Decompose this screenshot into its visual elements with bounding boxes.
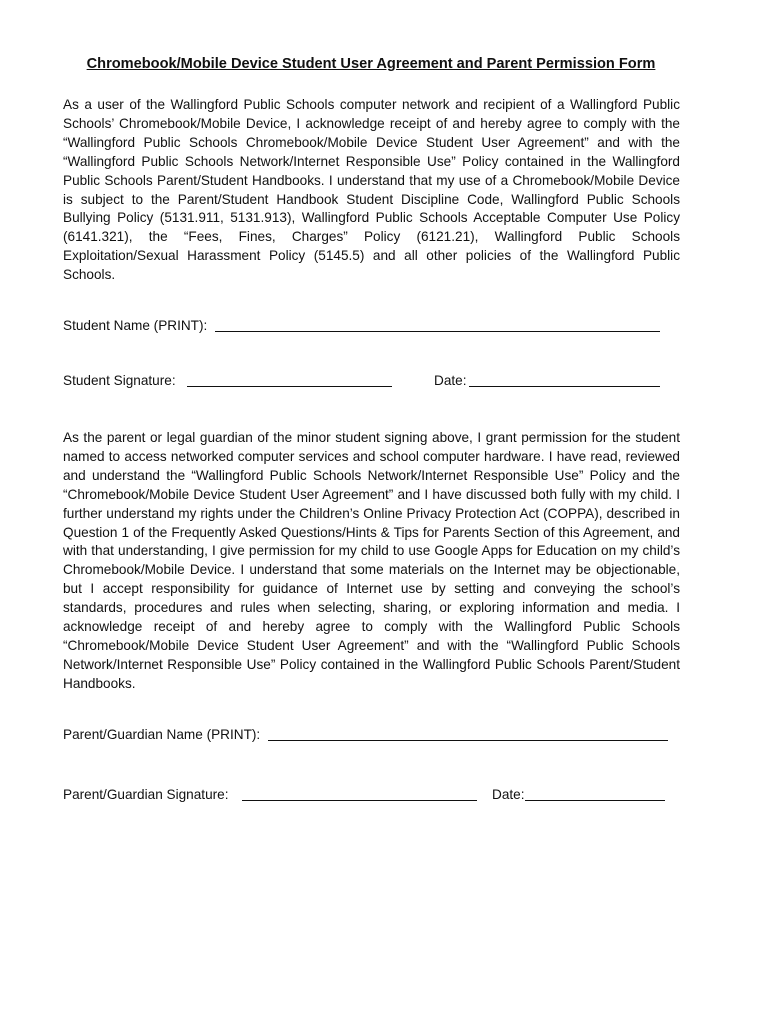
student-name-line[interactable] (215, 331, 660, 332)
student-signature-label: Student Signature: (63, 373, 176, 388)
parent-signature-label: Parent/Guardian Signature: (63, 787, 229, 802)
student-signature-line[interactable] (187, 386, 392, 387)
student-date-label: Date: (434, 373, 467, 388)
student-agreement-paragraph: As a user of the Wallingford Public Schools computer network and recipient of a Wallingford Public Schools’ Chromebook/Mobile Device, I acknowledge receipt of and hereby agree to comply with the “Wallingford Public Schools Chromebook/Mobile Device Student User Agreement” and with the “Wallingford Public Schools Network/Internet Responsible Use” Policy contained in the Wallingford Public Schools Parent/Student Handbooks. I understand that my use of a Chromebook/Mobile Device is subject to the Parent/Student Handbook Student Discipline Code, Wallingford Public Schools Bullying Policy (5131.911, 5131.913), Wallingford Public Schools Acceptable Computer Use Policy (6141.321), the “Fees, Fines, Charges” Policy (6121.21), Wallingford Public Schools Exploitation/Sexual Harassment Policy (5145.5) and all other policies of the Wallingford Public Schools. (63, 97, 680, 283)
student-name-label: Student Name (PRINT): (63, 318, 208, 333)
parent-date-line[interactable] (525, 800, 665, 801)
parent-signature-line[interactable] (242, 800, 477, 801)
form-title: Chromebook/Mobile Device Student User Agreement and Parent Permission Form (86, 56, 656, 72)
student-date-line[interactable] (469, 386, 660, 387)
parent-name-line[interactable] (268, 740, 668, 741)
parent-permission-paragraph: As the parent or legal guardian of the minor student signing above, I grant permission for the student named to access networked computer services and school computer hardware. I have read, reviewed and understand the “Wallingford Public Schools Network/Internet Responsible Use” Policy and the “Chromebook/Mobile Device Student User Agreement” and I have discussed both fully with my child. I further understand my rights under the Children’s Online Privacy Protection Act (COPPA), described in Question 1 of the Frequently Asked Questions/Hints & Tips for Parents Section of this Agreement, and with that understanding, I give permission for my child to use Google Apps for Education on my child’s Chromebook/Mobile Device. I understand that some materials on the Internet may be objectionable, but I accept responsibility for guidance of Internet use by setting and conveying the school’s standards, procedures and rules when selecting, sharing, or exploring information and media. I acknowledge receipt of and hereby agree to comply with the Wallingford Public Schools “Chromebook/Mobile Device Student User Agreement” and with the “Wallingford Public Schools Network/Internet Responsible Use” Policy contained in the Wallingford Public Schools Parent/Student Handbooks. (63, 430, 680, 691)
parent-name-label: Parent/Guardian Name (PRINT): (63, 727, 261, 742)
parent-date-label: Date: (492, 787, 525, 802)
